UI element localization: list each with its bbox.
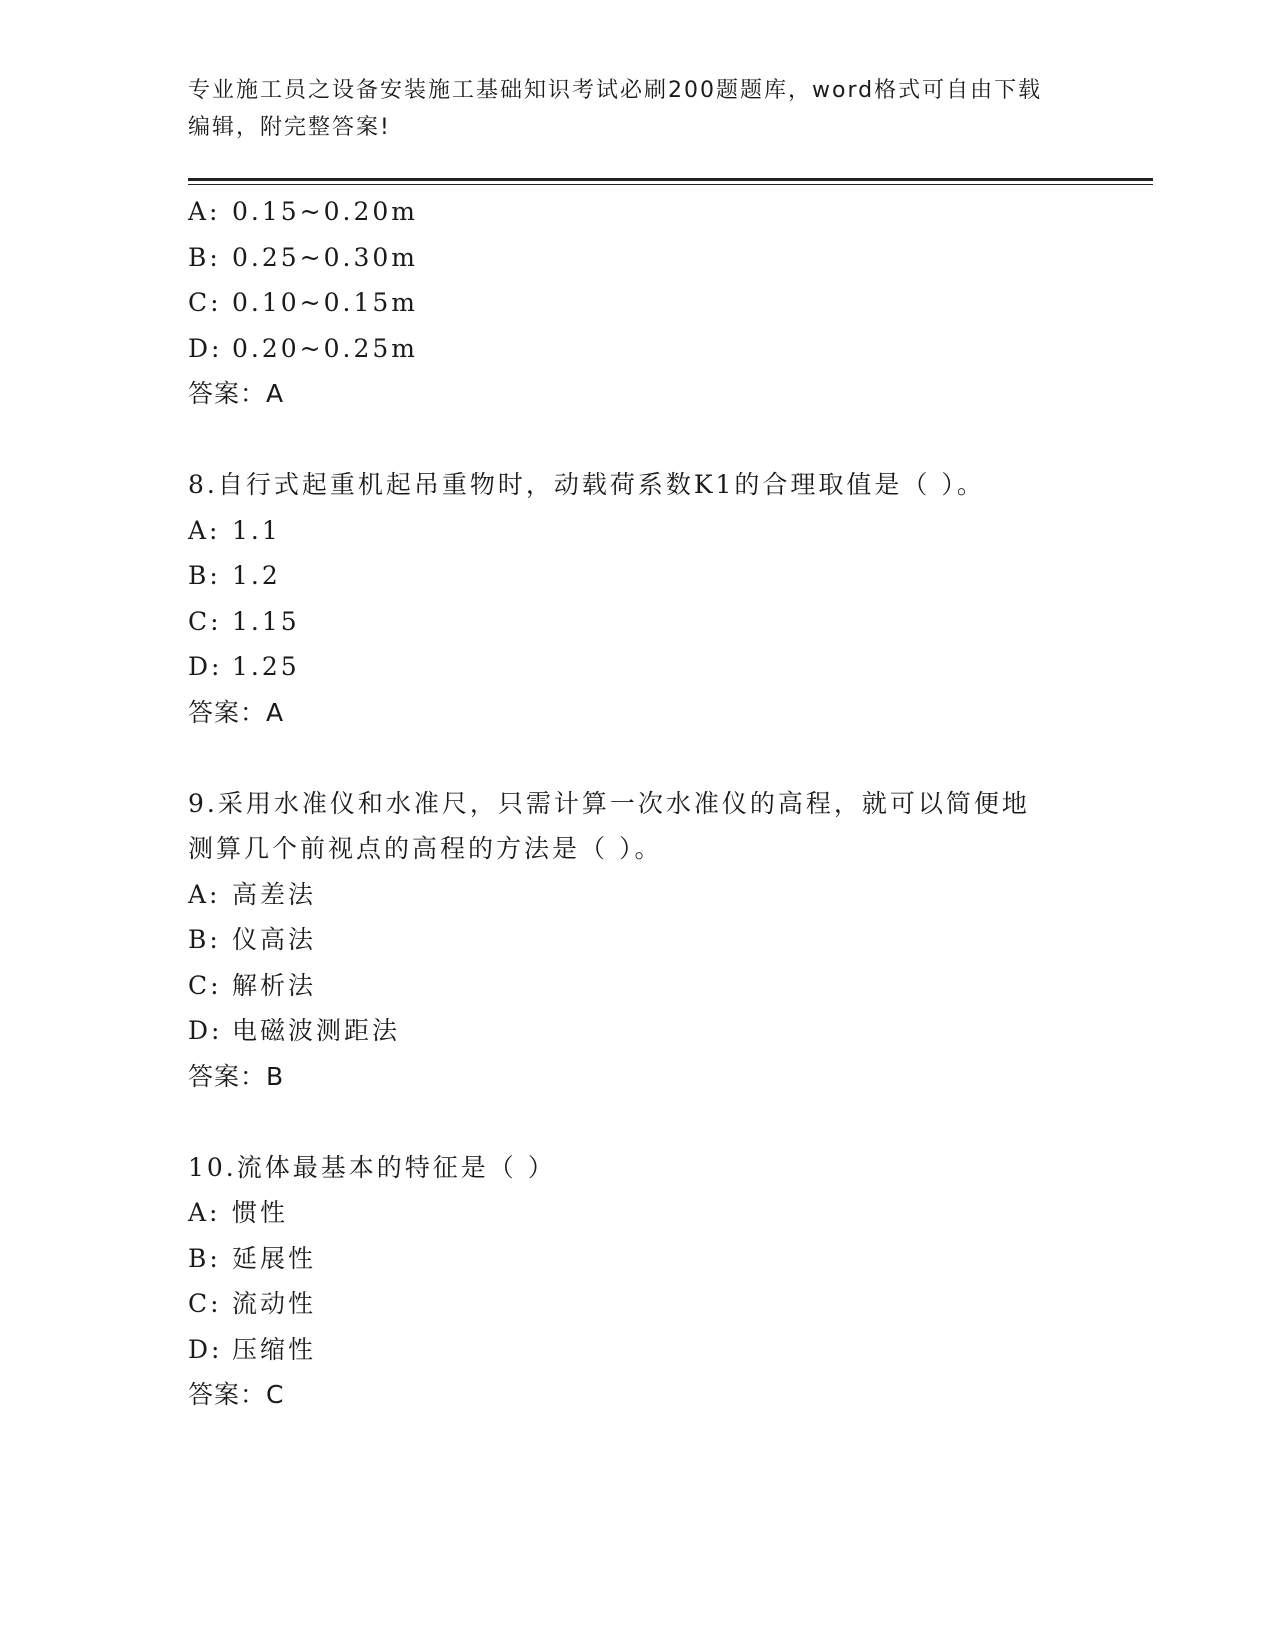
question-list	[188, 189, 1108, 1418]
question-text: 8.自行式起重机起吊重物时，动载荷系数K1的合理取值是（ ）。	[188, 470, 985, 499]
option-c	[188, 280, 1108, 326]
answer-line: 答案：A	[188, 379, 285, 408]
option-text: 流动性	[232, 1289, 317, 1318]
option-key: D:	[188, 333, 223, 363]
option-b	[188, 553, 1108, 599]
option-key: A:	[188, 1198, 221, 1227]
option-text: 解析法	[232, 970, 317, 1000]
option-text: 0.25~0.30m	[232, 242, 418, 272]
option-a	[188, 189, 1108, 235]
option-key: A:	[188, 879, 221, 909]
header-divider-thin	[188, 184, 1153, 185]
option-key: D:	[188, 652, 223, 681]
option-key: C:	[188, 606, 222, 636]
option-text: 仪高法	[232, 925, 317, 954]
option-c	[188, 963, 1108, 1009]
header-line-2: 编辑，附完整答案!	[188, 115, 391, 140]
option-a	[188, 508, 1108, 554]
document-header	[188, 72, 1078, 146]
option-text: 1.1	[232, 515, 281, 545]
question-block-7	[188, 189, 1108, 417]
option-b	[188, 917, 1108, 963]
option-d	[188, 644, 1108, 690]
header-divider-thick	[188, 178, 1153, 181]
option-text: 1.25	[232, 652, 300, 681]
option-d	[188, 1327, 1108, 1373]
question-text: 10.流体最基本的特征是（ ）	[188, 1152, 556, 1182]
question-text-line-1: 9.采用水准仪和水准尺，只需计算一次水准仪的高程，就可以简便地	[188, 788, 1030, 818]
option-key: C:	[188, 970, 222, 1000]
header-line-1: 专业施工员之设备安装施工基础知识考试必刷200题题库，word格式可自由下载	[188, 78, 1043, 103]
option-key: D:	[188, 1334, 223, 1364]
option-key: C:	[188, 288, 222, 317]
spacer	[188, 1099, 1108, 1145]
option-key: D:	[188, 1016, 223, 1045]
option-text: 0.20~0.25m	[232, 333, 418, 363]
question-block-10	[188, 1145, 1108, 1418]
option-c	[188, 599, 1108, 645]
option-text: 0.15~0.20m	[232, 197, 418, 226]
question-block-8	[188, 462, 1108, 735]
answer-line: 答案：B	[188, 1061, 285, 1091]
option-c	[188, 1281, 1108, 1327]
option-text: 延展性	[232, 1243, 317, 1273]
option-a	[188, 872, 1108, 918]
option-key: B:	[188, 925, 221, 954]
option-text: 0.10~0.15m	[232, 288, 418, 317]
option-text: 惯性	[232, 1198, 289, 1227]
spacer	[188, 735, 1108, 781]
option-text: 压缩性	[232, 1334, 317, 1364]
option-key: B:	[188, 1243, 221, 1273]
option-text: 1.15	[232, 606, 300, 636]
option-key: C:	[188, 1289, 222, 1318]
question-text-line-2: 测算几个前视点的高程的方法是（ ）。	[188, 834, 663, 863]
option-key: B:	[188, 242, 221, 272]
option-key: A:	[188, 515, 221, 545]
answer-line: 答案：A	[188, 697, 285, 727]
option-text: 1.2	[232, 561, 281, 590]
option-text: 高差法	[232, 879, 317, 909]
option-key: A:	[188, 197, 221, 226]
question-block-9	[188, 781, 1108, 1100]
option-text: 电磁波测距法	[232, 1016, 401, 1045]
option-key: B:	[188, 561, 221, 590]
option-d	[188, 1008, 1108, 1054]
option-b	[188, 1236, 1108, 1282]
option-b	[188, 235, 1108, 281]
option-d	[188, 326, 1108, 372]
spacer	[188, 417, 1108, 463]
option-a	[188, 1190, 1108, 1236]
answer-line: 答案：C	[188, 1380, 285, 1409]
